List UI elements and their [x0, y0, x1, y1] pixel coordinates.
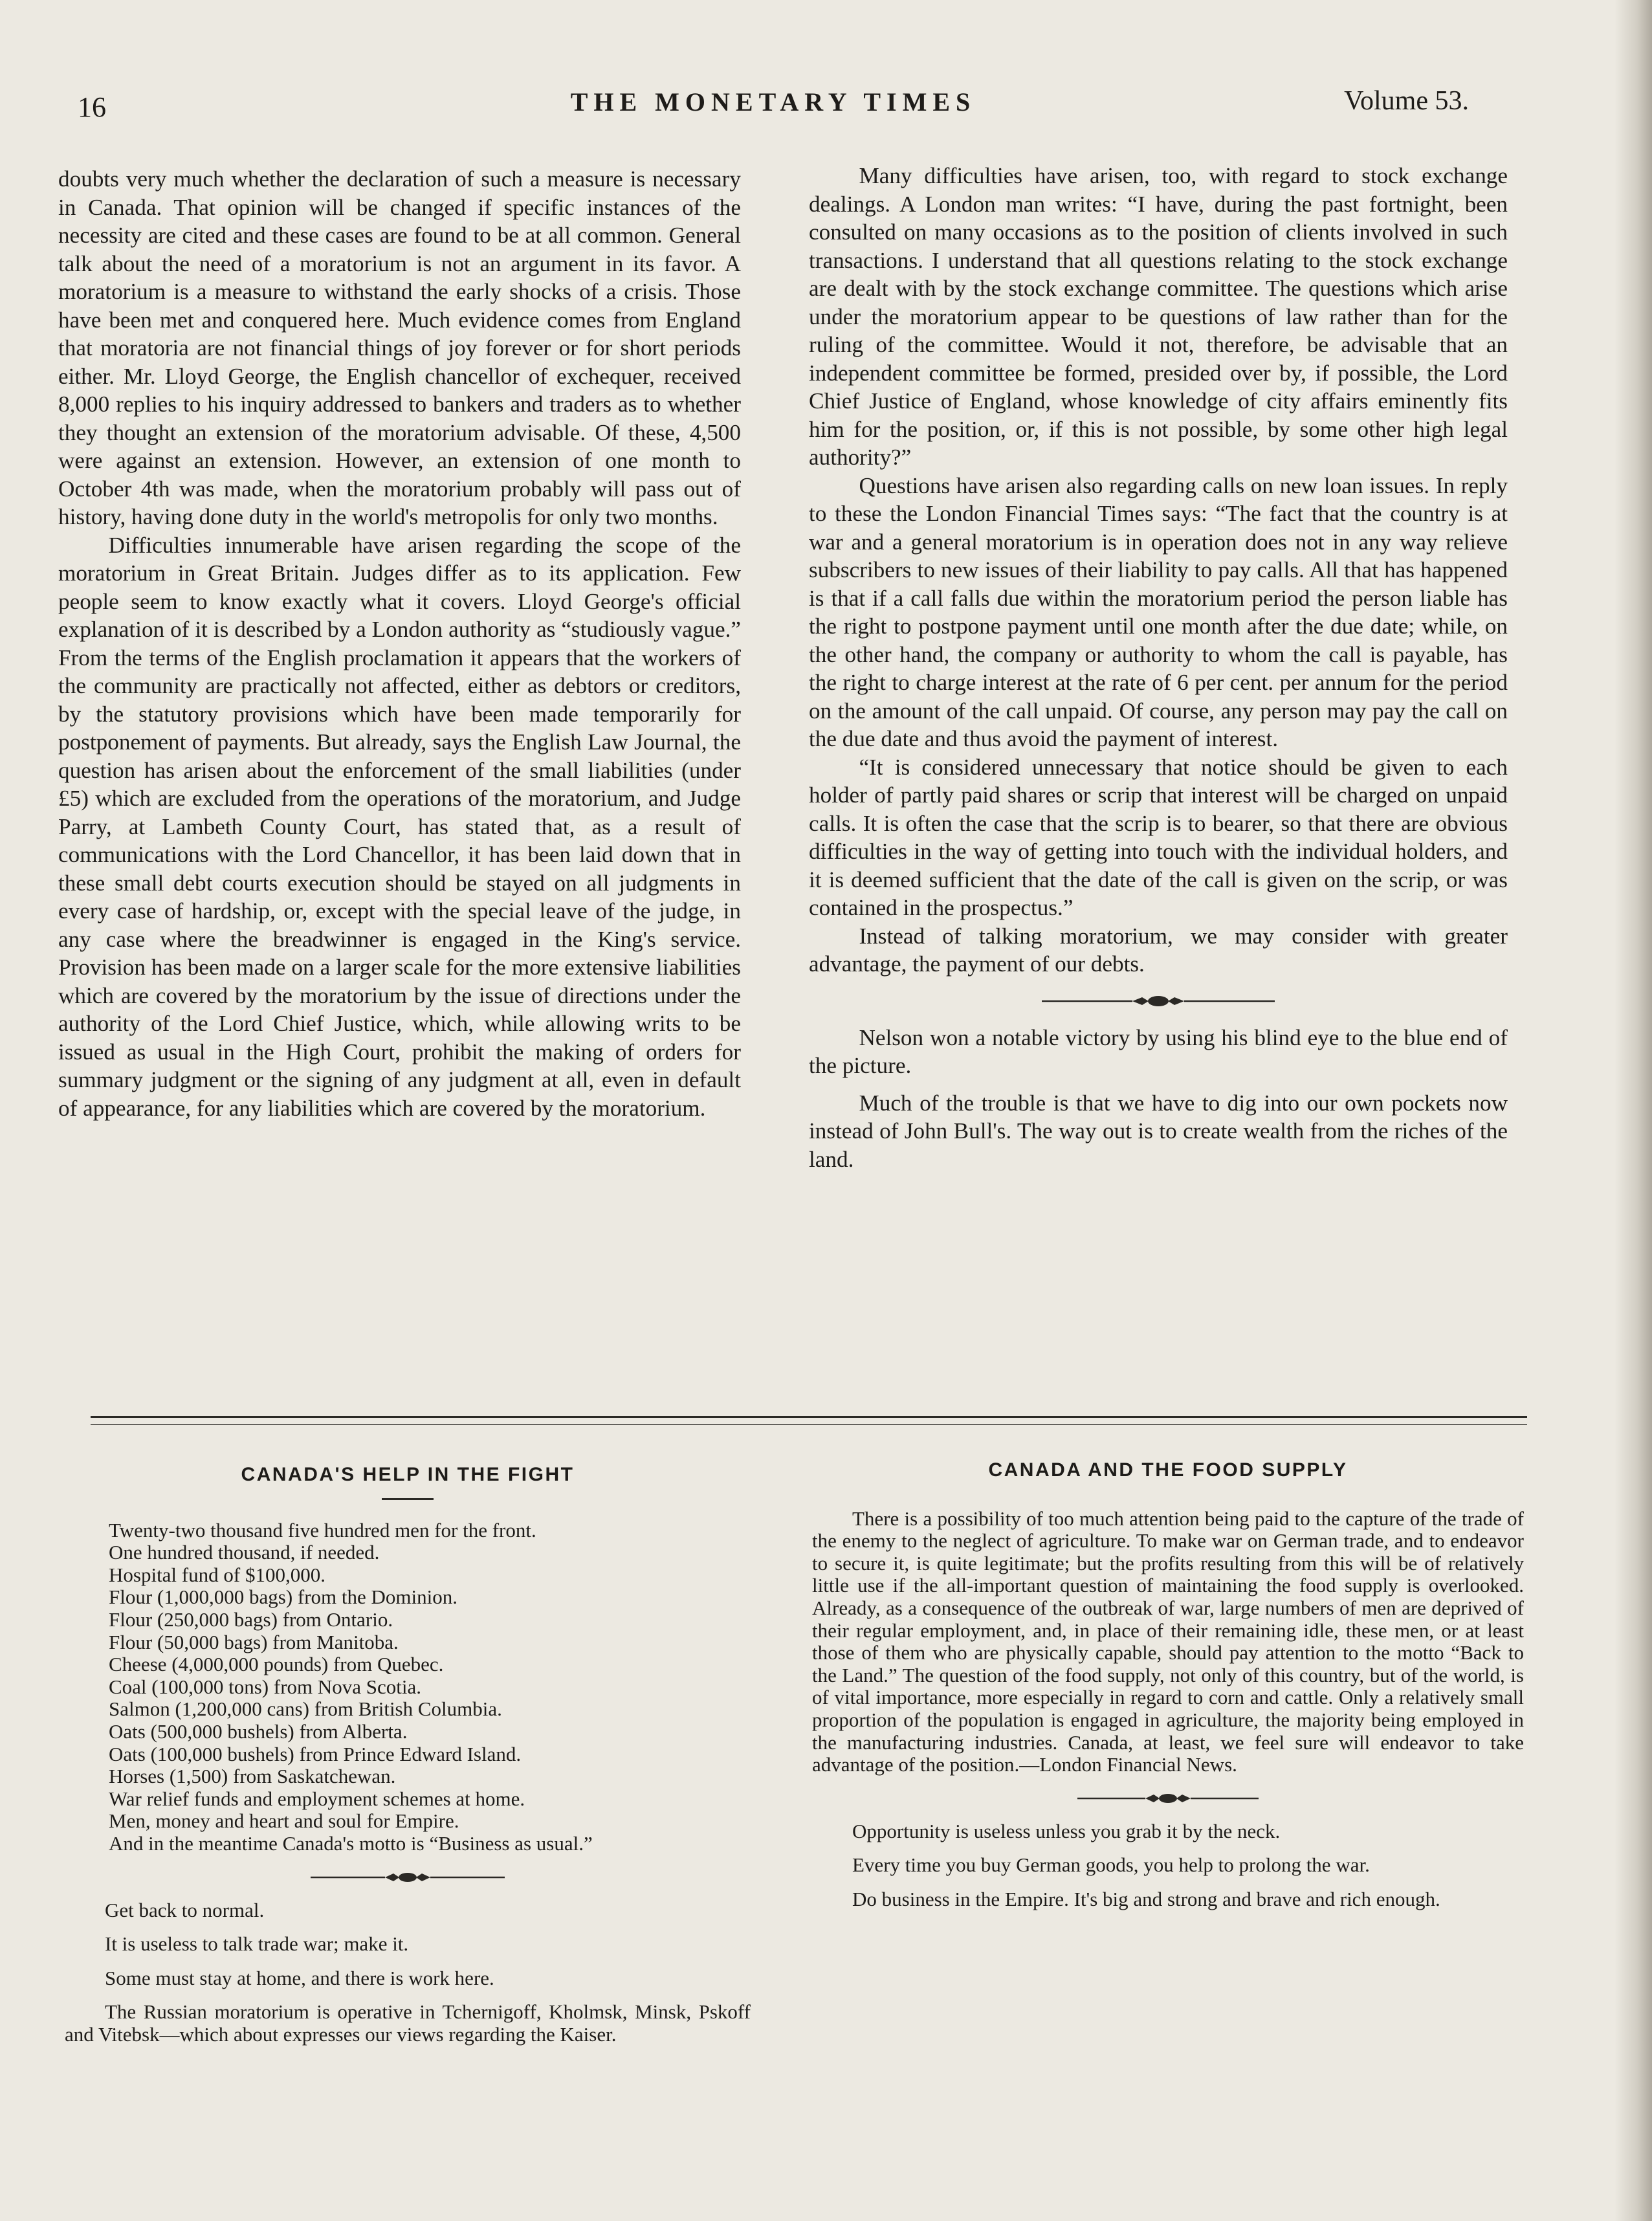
ornament-divider: [311, 1870, 505, 1885]
list-item: Twenty-two thousand five hundred men for the front.: [109, 1518, 536, 1541]
aside-russian-moratorium: The Russian moratorium is operative in Tchernigoff, Kholmsk, Minsk, Pskoff and Vitebsk—which about expresses our views regarding the Kaiser.: [65, 2000, 751, 2046]
right-paragraph-1: Many difficulties have arisen, too, with regard to stock exchange dealings. A London man writes: “I have, during the past fortnight, been consulted on many occasions as to the position of clients involved in such transactions. I understand that all questions relating to the stock exchange are dealt with by the stock exchange committee. The questions which arise under the moratorium appear to be questions of law rather than for the ruling of the committee. Would it not, therefore, be advisable that an independent committee be formed, presided over by, if possible, the Lord Chief Justice of England, whose knowledge of city affairs eminently fits him for the position, or, if this is not possible, by some other high legal authority?”: [809, 163, 1508, 470]
list-item: Cheese (4,000,000 pounds) from Quebec.: [109, 1653, 444, 1676]
list-item: Flour (1,000,000 bags) from the Dominion.: [109, 1586, 458, 1609]
aside-get-back: Get back to normal.: [105, 1898, 265, 1921]
volume-label: Volume 53.: [1344, 86, 1469, 116]
title-underline: [382, 1498, 434, 1500]
list-item: War relief funds and employment schemes at home.: [109, 1787, 525, 1810]
canada-help-section: [65, 1464, 751, 2046]
canada-help-title: CANADA'S HELP IN THE FIGHT: [241, 1464, 575, 1485]
contributions-list: [65, 1519, 751, 1833]
page-number: 16: [78, 91, 106, 123]
list-item: Flour (250,000 bags) from Ontario.: [109, 1608, 393, 1631]
food-supply-title: CANADA AND THE FOOD SUPPLY: [988, 1459, 1348, 1481]
food-supply-section: [812, 1459, 1524, 1911]
aside-opportunity: Opportunity is useless unless you grab it by the neck.: [852, 1819, 1281, 1842]
right-paragraph-4: Instead of talking moratorium, we may consider with greater advantage, the payment of our debts.: [809, 923, 1508, 977]
aside-german-goods: Every time you buy German goods, you help to prolong the war.: [852, 1853, 1370, 1877]
list-item-motto: And in the meantime Canada's motto is “Business as usual.”: [109, 1831, 593, 1855]
right-aside-2: Much of the trouble is that we have to dig into our own pockets now instead of John Bull's. The way out is to create wealth from the riches of the land.: [809, 1090, 1508, 1172]
aside-stay-home: Some must stay at home, and there is work here.: [105, 1966, 494, 1989]
right-column: [809, 162, 1508, 1173]
list-item: Coal (100,000 tons) from Nova Scotia.: [109, 1675, 422, 1698]
right-aside-1: Nelson won a notable victory by using his blind eye to the blue end of the picture.: [809, 1024, 1508, 1078]
page-header: [78, 83, 1469, 128]
food-supply-body: There is a possibility of too much attention being paid to the capture of the trade of the enemy to the neglect of agriculture. To make war on German trade, and to endeavor to secure it, is quite legitimate; but the profits resulting from this will be of relatively little use if the all-important question of maintaining the food supply is overlooked. Already, as a consequence of the outbreak of war, large numbers of men are deprived of their regular employment, and, in place of their remaining idle, these men, or at least those of them who are physically capable, should pay attention to the motto “Back to the Land.” The question of the food supply, not only of this country, but of the world, is of vital importance, more especially in regard to corn and cattle. Only a relatively small proportion of the population is engaged in agriculture, the majority being employed in the manufacturing industries. Canada, at least, we feel sure will endeavor to take advantage of the position.—London Financial News.: [812, 1507, 1524, 1776]
right-paragraph-2: Questions have arisen also regarding calls on new loan issues. In reply to these the London Financial Times says: “The fact that the country is at war and a general moratorium is in operation does not in any way relieve subscribers to new issues of their liability to pay calls. All that has happened is that if a call falls due within the moratorium period the person liable has the right to postpone payment until one month after the due date; while, on the other hand, the company or authority to whom the call is payable, has the right to charge interest at the rate of 6 per cent. per annum for the period on the amount of the call unpaid. Of course, any person may pay the call on the due date and thus avoid the payment of interest.: [809, 472, 1508, 751]
binding-shadow: [1614, 0, 1652, 2221]
list-item: Oats (100,000 bushels) from Prince Edward Island.: [109, 1742, 522, 1765]
ornament-divider: [1077, 1791, 1259, 1806]
list-item: Oats (500,000 bushels) from Alberta.: [109, 1719, 408, 1743]
list-item: Salmon (1,200,000 cans) from British Columbia.: [109, 1697, 502, 1721]
list-item: One hundred thousand, if needed.: [109, 1541, 380, 1564]
ornament-divider: [1042, 993, 1275, 1010]
list-item: Flour (50,000 bags) from Manitoba.: [109, 1630, 399, 1653]
section-divider-rule: [91, 1416, 1527, 1425]
left-paragraph-1: doubts very much whether the declaration of such a measure is necessary in Canada. That opinion will be changed if specific instances of the necessity are cited and these cases are found to be at all common. General talk about the need of a moratorium is not an argument in its favor. A moratorium is a measure to withstand the early shocks of a crisis. Those have been met and conquered here. Much evidence comes from England that moratoria are not financial things of joy forever or for short periods either. Mr. Lloyd George, the English chancellor of exchequer, received 8,000 replies to his inquiry addressed to bankers and traders as to whether they thought an extension of the moratorium advisable. Of these, 4,500 were against an extension. However, an extension of one month to October 4th was made, when the moratorium probably will pass out of history, having done duty in the world's metropolis for only two months.: [58, 166, 741, 529]
left-paragraph-2: Difficulties innumerable have arisen regarding the scope of the moratorium in Great Britain. Judges differ as to its application. Few people seem to know exactly what it covers. Lloyd George's official explanation of it is described by a London authority as “studiously vague.” From the terms of the English proclamation it appears that the workers of the community are practically not affected, either as debtors or creditors, by the statutory provisions which have been made temporarily for postponement of payments. But already, says the English Law Journal, the question has arisen about the enforcement of the small liabilities (under £5) which are excluded from the operations of the moratorium, and Judge Parry, at Lambeth County Court, has stated that, as a result of communications with the Lord Chancellor, it has been laid down that in these small debt courts execution should be stayed on all judgments in every case of hardship, or, except with the special leave of the judge, in any case where the breadwinner is engaged in the King's service. Provision has been made on a larger scale for the more extensive liabilities which are covered by the moratorium by the issue of directions under the authority of the Lord Chief Justice, which, while allowing writs to be issued as usual in the High Court, prohibit the making of orders for summary judgment or the signing of any judgment at all, even in default of appearance, for any liabilities which are covered by the moratorium.: [58, 532, 741, 1121]
list-item: Horses (1,500) from Saskatchewan.: [109, 1765, 396, 1788]
aside-trade-war: It is useless to talk trade war; make it.: [105, 1932, 409, 1956]
list-item: Hospital fund of $100,000.: [109, 1563, 325, 1586]
list-item: Men, money and heart and soul for Empire.: [109, 1809, 459, 1833]
left-column: [58, 165, 741, 1122]
aside-empire-business: Do business in the Empire. It's big and strong and brave and rich enough.: [852, 1887, 1440, 1910]
journal-title: THE MONETARY TIMES: [570, 87, 976, 116]
right-paragraph-3: “It is considered unnecessary that notice should be given to each holder of partly paid shares or scrip that interest will be charged on unpaid calls. It is often the case that the scrip is to bearer, so that there are obvious difficulties in the way of getting into touch with the individual holders, and it is deemed sufficient that the date of the call is given on the scrip, or was contained in the prospectus.”: [809, 754, 1508, 920]
